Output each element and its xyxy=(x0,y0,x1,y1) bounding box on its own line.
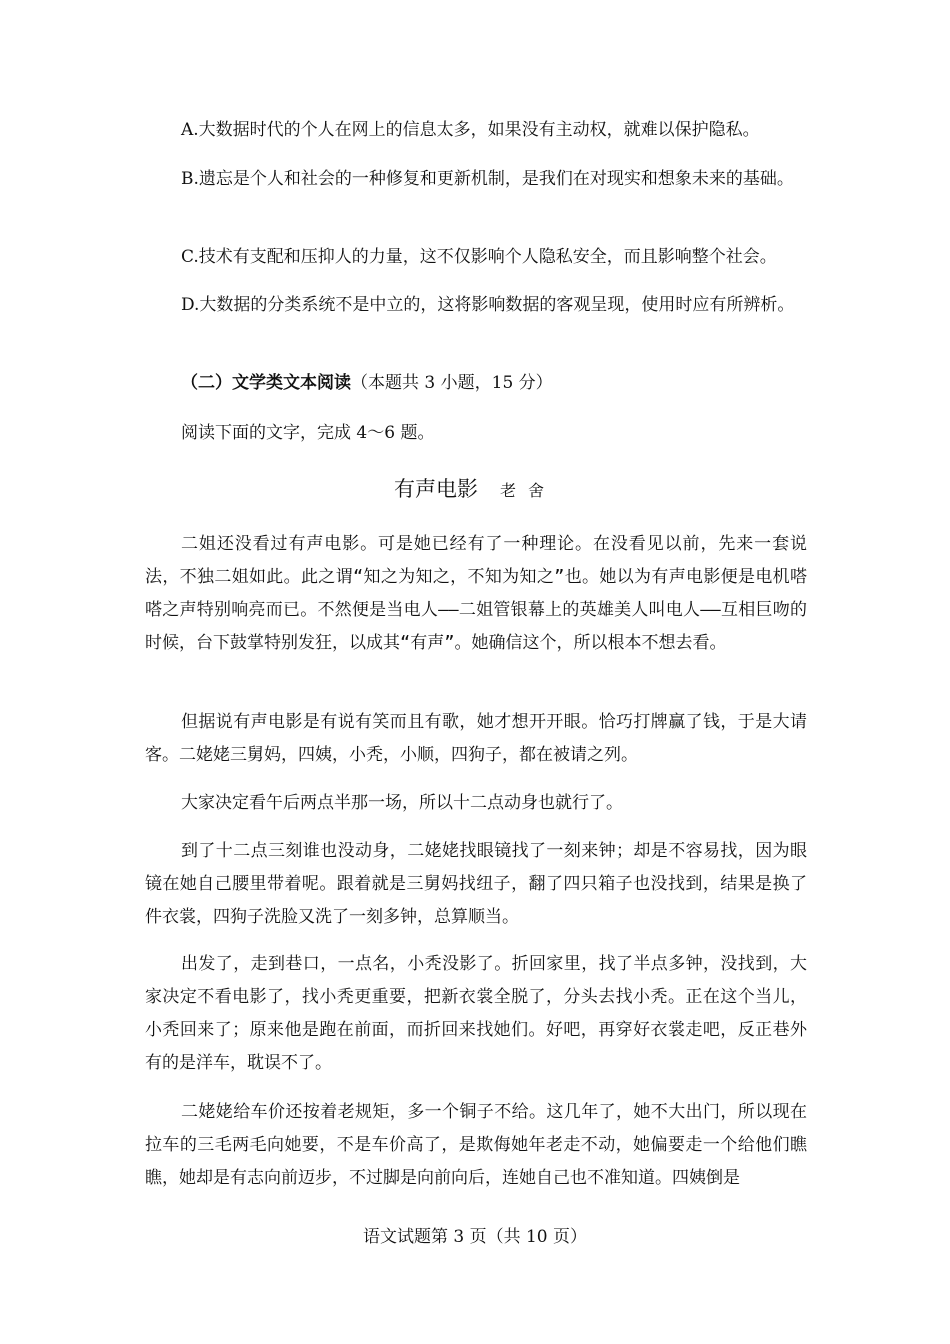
section-note: （本题共 3 小题，15 分） xyxy=(351,373,553,393)
article-paragraph: 二姥姥给车价还按着老规矩，多一个铜子不给。这几年了，她不大出门，所以现在拉车的三毛两毛向她要，不是车价高了，是欺侮她年老走不动，她偏要走一个给他们瞧瞧，她却是有志向前迈步，不过脚是向前向后，连她自己也不准知道。四姨倒是 xyxy=(145,1102,807,1188)
article-paragraph: 大家决定看午后两点半那一场，所以十二点动身也就行了。 xyxy=(181,793,623,813)
article-title-line xyxy=(0,474,950,506)
reading-instruction: 阅读下面的文字，完成 4～6 题。 xyxy=(181,423,435,443)
option-c: C.技术有支配和压抑人的力量，这不仅影响个人隐私安全，而且影响整个社会。 xyxy=(181,247,777,267)
section-title: （二）文学类文本阅读 xyxy=(181,373,351,393)
page-footer: 语文试题第 3 页（共 10 页） xyxy=(362,1227,588,1247)
article-title: 有声电影 xyxy=(393,477,478,501)
article-author: 老舍 xyxy=(499,481,556,500)
article-paragraph: 二姐还没看过有声电影。可是她已经有了一种理论。在没看见以前，先来一套说法，不独二姐如此。此之谓“知之为知之，不知为知之”也。她以为有声电影便是电机嗒嗒之声特别响亮而已。不然便是当电人——二姐管银幕上的英雄美人叫电人——互相巨吻的时候，台下鼓掌特别发狂，以成其“有声”。她确信这个，所以根本不想去看。 xyxy=(145,534,807,653)
option-b: B.遗忘是个人和社会的一种修复和更新机制，是我们在对现实和想象未来的基础。 xyxy=(181,169,794,189)
article-paragraph: 出发了，走到巷口，一点名，小秃没影了。折回家里，找了半点多钟，没找到，大家决定不看电影了，找小秃更重要，把新衣裳全脱了，分头去找小秃。正在这个当儿，小秃回来了；原来他是跑在前面，而折回来找她们。好吧，再穿好衣裳走吧，反正巷外有的是洋车，耽误不了。 xyxy=(145,954,807,1073)
option-a: A.大数据时代的个人在网上的信息太多，如果没有主动权，就难以保护隐私。 xyxy=(181,120,760,140)
article-paragraph: 到了十二点三刻谁也没动身，二姥姥找眼镜找了一刻来钟；却是不容易找，因为眼镜在她自己腰里带着呢。跟着就是三舅妈找纽子，翻了四只箱子也没找到，结果是换了件衣裳，四狗子洗脸又洗了一刻多钟，总算顺当。 xyxy=(145,841,807,927)
section-heading xyxy=(181,369,553,398)
option-d: D.大数据的分类系统不是中立的，这将影响数据的客观呈现，使用时应有所辨析。 xyxy=(181,295,795,315)
article-paragraph: 但据说有声电影是有说有笑而且有歌，她才想开开眼。恰巧打牌赢了钱，于是大请客。二姥姥三舅妈，四姨，小秃，小顺，四狗子，都在被请之列。 xyxy=(145,712,807,765)
